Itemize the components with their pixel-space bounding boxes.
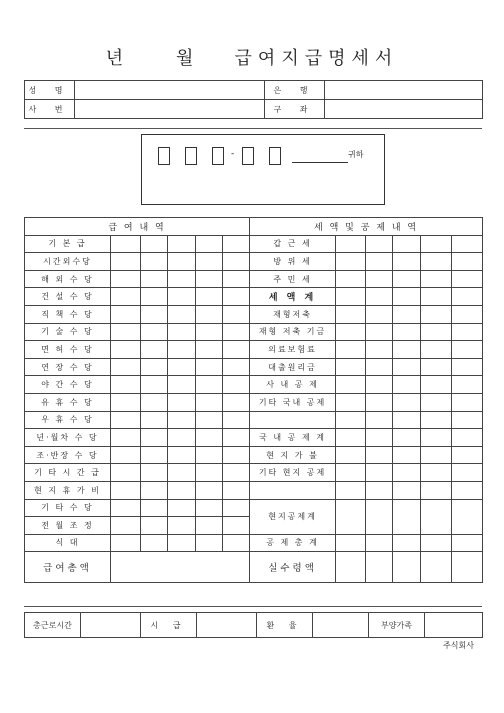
pay-amount-cell[interactable] <box>196 393 223 411</box>
pay-amount-cell[interactable] <box>141 517 168 535</box>
pay-item-label: 야 간 수 당 <box>25 376 111 394</box>
pay-amount-cell[interactable] <box>223 429 250 447</box>
deduction-amount-cell[interactable] <box>452 288 483 306</box>
pay-amount-cell[interactable] <box>111 341 141 359</box>
deduction-amount-cell[interactable] <box>421 376 452 394</box>
pay-amount-cell[interactable] <box>141 358 168 376</box>
pay-amount-cell[interactable] <box>111 429 141 447</box>
total-hours-value[interactable] <box>81 613 141 638</box>
pay-amount-cell[interactable] <box>111 305 141 323</box>
total-row <box>25 552 483 583</box>
deduction-amount-cell[interactable] <box>366 270 393 288</box>
table-row <box>25 323 483 341</box>
pay-amount-cell[interactable] <box>196 253 223 271</box>
pay-amount-cell[interactable] <box>168 393 196 411</box>
pay-item-label: 현 지 휴 가 비 <box>25 481 111 499</box>
deduction-amount-cell[interactable] <box>452 270 483 288</box>
deduction-amount-cell[interactable] <box>393 446 421 464</box>
pay-amount-cell[interactable] <box>168 376 196 394</box>
pay-amount-cell[interactable] <box>168 235 196 253</box>
deduction-amount-cell[interactable] <box>452 429 483 447</box>
honorific-suffix: 귀하 <box>348 150 364 159</box>
pay-amount-cell[interactable] <box>141 341 168 359</box>
deduction-amount-cell[interactable] <box>393 358 421 376</box>
pay-amount-cell[interactable] <box>223 270 250 288</box>
deduction-item-label: 대출원리금 <box>250 358 336 376</box>
deduction-amount-cell[interactable] <box>393 235 421 253</box>
deduction-amount-cell[interactable] <box>366 499 393 534</box>
deduction-amount-cell[interactable] <box>421 235 452 253</box>
deduction-amount-cell[interactable] <box>366 481 393 499</box>
deduction-amount-cell[interactable] <box>336 481 366 499</box>
pay-amount-cell[interactable] <box>223 411 250 429</box>
deduction-amount-cell[interactable] <box>421 358 452 376</box>
deduction-amount-cell[interactable] <box>421 270 452 288</box>
pay-amount-cell[interactable] <box>141 253 168 271</box>
table-row <box>25 253 483 271</box>
pay-amount-cell[interactable] <box>111 534 141 552</box>
pay-amount-cell[interactable] <box>141 235 168 253</box>
pay-amount-cell[interactable] <box>168 288 196 306</box>
deduction-amount-cell[interactable] <box>336 534 366 552</box>
pay-item-label: 건 설 수 당 <box>25 288 111 306</box>
pay-amount-cell[interactable] <box>141 323 168 341</box>
deduction-amount-cell[interactable] <box>421 481 452 499</box>
pay-amount-cell[interactable] <box>196 517 223 535</box>
pay-amount-cell[interactable] <box>141 376 168 394</box>
dash-separator: - <box>231 149 235 159</box>
deduction-amount-cell[interactable] <box>336 341 366 359</box>
net-pay-cell[interactable] <box>452 552 483 583</box>
deduction-amount-cell[interactable] <box>336 446 366 464</box>
pay-amount-cell[interactable] <box>196 288 223 306</box>
deduction-amount-cell[interactable] <box>336 376 366 394</box>
employee-number-label: 사 번 <box>25 100 75 119</box>
pay-amount-cell[interactable] <box>141 534 168 552</box>
deduction-amount-cell[interactable] <box>452 446 483 464</box>
pay-amount-cell[interactable] <box>141 305 168 323</box>
pay-amount-cell[interactable] <box>223 288 250 306</box>
deduction-item-label <box>250 481 336 499</box>
pay-amount-cell[interactable] <box>111 288 141 306</box>
bank-value[interactable] <box>325 81 483 100</box>
deduction-amount-cell[interactable] <box>336 253 366 271</box>
table-row <box>25 481 483 499</box>
deduction-amount-cell[interactable] <box>421 393 452 411</box>
pay-amount-cell[interactable] <box>168 534 196 552</box>
deduction-item-label: 주 민 세 <box>250 270 336 288</box>
deduction-amount-cell[interactable] <box>366 429 393 447</box>
deduction-amount-cell[interactable] <box>336 270 366 288</box>
pay-amount-cell[interactable] <box>111 464 141 482</box>
pay-item-label: 해 외 수 당 <box>25 270 111 288</box>
pay-amount-cell[interactable] <box>168 270 196 288</box>
table-row <box>25 429 483 447</box>
pay-amount-cell[interactable] <box>168 341 196 359</box>
table-row <box>25 288 483 306</box>
deduction-amount-cell[interactable] <box>421 446 452 464</box>
deduction-amount-cell[interactable] <box>452 499 483 534</box>
hourly-wage-value[interactable] <box>197 613 257 638</box>
deduction-amount-cell[interactable] <box>393 411 421 429</box>
net-pay-cell[interactable] <box>421 552 452 583</box>
pay-amount-cell[interactable] <box>196 429 223 447</box>
table-row <box>25 411 483 429</box>
pay-amount-cell[interactable] <box>223 376 250 394</box>
pay-amount-cell[interactable] <box>223 499 250 517</box>
document-title: 년 월 급여지급명세서 <box>105 48 399 69</box>
name-value[interactable] <box>75 81 265 100</box>
deduction-amount-cell[interactable] <box>366 323 393 341</box>
pay-amount-cell[interactable] <box>111 517 141 535</box>
deduction-amount-cell[interactable] <box>366 411 393 429</box>
pay-amount-cell[interactable] <box>168 429 196 447</box>
pay-amount-cell[interactable] <box>196 499 223 517</box>
deduction-item-label: 방 위 세 <box>250 253 336 271</box>
deduction-amount-cell[interactable] <box>393 429 421 447</box>
table-row <box>25 305 483 323</box>
deduction-item-label: 공 제 총 계 <box>250 534 336 552</box>
deduction-amount-cell[interactable] <box>336 429 366 447</box>
deduction-amount-cell[interactable] <box>366 446 393 464</box>
deduction-amount-cell[interactable] <box>452 464 483 482</box>
deduction-amount-cell[interactable] <box>393 305 421 323</box>
deduction-item-label: 현지공제계 <box>250 499 336 534</box>
pay-item-label: 면 허 수 당 <box>25 341 111 359</box>
pay-amount-cell[interactable] <box>168 411 196 429</box>
deduction-amount-cell[interactable] <box>421 499 452 534</box>
total-hours-label: 총근로시간 <box>25 613 81 638</box>
pay-amount-cell[interactable] <box>196 305 223 323</box>
deduction-amount-cell[interactable] <box>421 323 452 341</box>
pay-amount-cell[interactable] <box>168 517 196 535</box>
company-name: 주식회사 <box>443 641 474 650</box>
pay-amount-cell[interactable] <box>196 464 223 482</box>
deduction-amount-cell[interactable] <box>393 464 421 482</box>
table-row <box>25 393 483 411</box>
pay-item-label: 전 월 조 정 <box>25 517 111 535</box>
exchange-rate-value[interactable] <box>313 613 369 638</box>
deduction-amount-cell[interactable] <box>421 253 452 271</box>
pay-item-label: 시간외수당 <box>25 253 111 271</box>
pay-amount-cell[interactable] <box>223 517 250 535</box>
pay-amount-cell[interactable] <box>196 481 223 499</box>
pay-amount-cell[interactable] <box>196 341 223 359</box>
deduction-item-label: 현 지 가 불 <box>250 446 336 464</box>
pay-amount-cell[interactable] <box>223 393 250 411</box>
total-pay-label: 급여총액 <box>25 552 111 583</box>
deduction-amount-cell[interactable] <box>336 358 366 376</box>
deduction-amount-cell[interactable] <box>421 305 452 323</box>
table-row <box>25 376 483 394</box>
pay-amount-cell[interactable] <box>196 358 223 376</box>
account-label: 구 좌 <box>265 100 325 119</box>
pay-item-label: 기 타 시 간 급 <box>25 464 111 482</box>
table-row <box>25 534 483 552</box>
pay-details-header: 급 여 내 역 <box>25 218 250 236</box>
pay-item-label: 기 술 수 당 <box>25 323 111 341</box>
pay-amount-cell[interactable] <box>168 464 196 482</box>
pay-amount-cell[interactable] <box>223 323 250 341</box>
account-value[interactable] <box>325 100 483 119</box>
deduction-amount-cell[interactable] <box>366 235 393 253</box>
pay-item-label: 기 타 수 당 <box>25 499 111 517</box>
pay-amount-cell[interactable] <box>223 235 250 253</box>
deduction-amount-cell[interactable] <box>393 323 421 341</box>
deduction-amount-cell[interactable] <box>393 288 421 306</box>
pay-amount-cell[interactable] <box>111 499 141 517</box>
table-row <box>25 341 483 359</box>
deduction-item-label: 기타 현지 공제 <box>250 464 336 482</box>
pay-amount-cell[interactable] <box>111 358 141 376</box>
pay-item-label: 조·반장 수 당 <box>25 446 111 464</box>
pay-amount-cell[interactable] <box>196 270 223 288</box>
deduction-item-label <box>250 411 336 429</box>
hourly-wage-label: 시 급 <box>141 613 197 638</box>
deduction-amount-cell[interactable] <box>421 288 452 306</box>
pay-amount-cell[interactable] <box>223 446 250 464</box>
deduction-item-label: 갑 근 세 <box>250 235 336 253</box>
deduction-amount-cell[interactable] <box>393 253 421 271</box>
pay-item-label: 년·월차 수 당 <box>25 429 111 447</box>
pay-amount-cell[interactable] <box>223 464 250 482</box>
pay-amount-cell[interactable] <box>111 446 141 464</box>
pay-amount-cell[interactable] <box>196 534 223 552</box>
pay-amount-cell[interactable] <box>168 305 196 323</box>
pay-amount-cell[interactable] <box>168 358 196 376</box>
table-row <box>25 499 483 517</box>
deduction-item-label: 사 내 공 제 <box>250 376 336 394</box>
pay-amount-cell[interactable] <box>168 253 196 271</box>
total-pay-value[interactable] <box>111 552 250 583</box>
name-label: 성 명 <box>25 81 75 100</box>
net-pay-cell[interactable] <box>336 552 366 583</box>
pay-amount-cell[interactable] <box>196 235 223 253</box>
pay-amount-cell[interactable] <box>223 481 250 499</box>
pay-item-label: 직 책 수 당 <box>25 305 111 323</box>
digit-box[interactable] <box>242 147 254 165</box>
pay-amount-cell[interactable] <box>196 376 223 394</box>
pay-amount-cell[interactable] <box>141 446 168 464</box>
divider <box>24 128 482 129</box>
deduction-amount-cell[interactable] <box>421 464 452 482</box>
deduction-amount-cell[interactable] <box>336 305 366 323</box>
deduction-amount-cell[interactable] <box>452 376 483 394</box>
deduction-amount-cell[interactable] <box>336 288 366 306</box>
pay-item-label: 유 휴 수 당 <box>25 393 111 411</box>
deduction-item-label: 재형 저축 기금 <box>250 323 336 341</box>
deduction-amount-cell[interactable] <box>393 393 421 411</box>
deduction-amount-cell[interactable] <box>366 464 393 482</box>
deduction-amount-cell[interactable] <box>452 323 483 341</box>
deduction-amount-cell[interactable] <box>452 235 483 253</box>
deduction-amount-cell[interactable] <box>336 235 366 253</box>
pay-amount-cell[interactable] <box>111 270 141 288</box>
pay-amount-cell[interactable] <box>168 481 196 499</box>
deduction-amount-cell[interactable] <box>366 288 393 306</box>
summary-table <box>24 612 483 638</box>
deduction-amount-cell[interactable] <box>366 534 393 552</box>
pay-amount-cell[interactable] <box>223 253 250 271</box>
deduction-amount-cell[interactable] <box>393 534 421 552</box>
deduction-amount-cell[interactable] <box>393 481 421 499</box>
employee-number-value[interactable] <box>75 100 265 119</box>
exchange-rate-label: 환 율 <box>257 613 313 638</box>
payroll-table <box>24 217 483 583</box>
pay-item-label: 우 휴 수 당 <box>25 411 111 429</box>
pay-amount-cell[interactable] <box>141 499 168 517</box>
deduction-amount-cell[interactable] <box>366 393 393 411</box>
deduction-amount-cell[interactable] <box>393 499 421 534</box>
recipient-box <box>141 134 385 205</box>
pay-amount-cell[interactable] <box>111 253 141 271</box>
deduction-amount-cell[interactable] <box>366 305 393 323</box>
deduction-amount-cell[interactable] <box>366 376 393 394</box>
pay-amount-cell[interactable] <box>223 305 250 323</box>
pay-amount-cell[interactable] <box>111 393 141 411</box>
table-row <box>25 235 483 253</box>
pay-amount-cell[interactable] <box>141 411 168 429</box>
deduction-amount-cell[interactable] <box>452 253 483 271</box>
pay-item-label: 연 장 수 당 <box>25 358 111 376</box>
digit-box[interactable] <box>269 147 281 165</box>
deduction-amount-cell[interactable] <box>452 393 483 411</box>
pay-item-label: 식 대 <box>25 534 111 552</box>
pay-amount-cell[interactable] <box>223 341 250 359</box>
deduction-amount-cell[interactable] <box>452 305 483 323</box>
deduction-amount-cell[interactable] <box>393 341 421 359</box>
deduction-item-label: 세 액 계 <box>250 288 336 306</box>
deduction-amount-cell[interactable] <box>421 411 452 429</box>
pay-amount-cell[interactable] <box>141 464 168 482</box>
deduction-amount-cell[interactable] <box>452 358 483 376</box>
deduction-amount-cell[interactable] <box>366 341 393 359</box>
dependents-label: 부양가족 <box>369 613 425 638</box>
net-pay-cell[interactable] <box>393 552 421 583</box>
pay-amount-cell[interactable] <box>223 534 250 552</box>
pay-amount-cell[interactable] <box>223 358 250 376</box>
deduction-item-label: 국 내 공 제 계 <box>250 429 336 447</box>
pay-amount-cell[interactable] <box>111 323 141 341</box>
employee-info-table <box>24 80 483 119</box>
pay-amount-cell[interactable] <box>141 393 168 411</box>
deduction-amount-cell[interactable] <box>421 429 452 447</box>
deduction-amount-cell[interactable] <box>336 323 366 341</box>
deduction-item-label: 의료보험료 <box>250 341 336 359</box>
pay-item-label: 기 본 급 <box>25 235 111 253</box>
pay-amount-cell[interactable] <box>168 323 196 341</box>
dependents-value[interactable] <box>425 613 483 638</box>
deduction-amount-cell[interactable] <box>452 341 483 359</box>
deduction-item-label: 재형저축 <box>250 305 336 323</box>
deduction-amount-cell[interactable] <box>421 534 452 552</box>
deduction-details-header: 세 액 및 공 제 내 역 <box>250 218 483 236</box>
net-pay-label: 실수령액 <box>250 552 336 583</box>
digit-box[interactable] <box>212 147 224 165</box>
deduction-amount-cell[interactable] <box>336 393 366 411</box>
table-row <box>25 270 483 288</box>
deduction-amount-cell[interactable] <box>452 411 483 429</box>
deduction-amount-cell[interactable] <box>393 376 421 394</box>
divider <box>24 606 482 607</box>
table-row <box>25 358 483 376</box>
pay-amount-cell[interactable] <box>141 481 168 499</box>
deduction-amount-cell[interactable] <box>336 499 366 534</box>
recipient-name-line[interactable] <box>292 162 348 163</box>
bank-label: 은 행 <box>265 81 325 100</box>
digit-box[interactable] <box>158 147 170 165</box>
deduction-amount-cell[interactable] <box>366 358 393 376</box>
pay-amount-cell[interactable] <box>141 270 168 288</box>
pay-amount-cell[interactable] <box>111 376 141 394</box>
deduction-amount-cell[interactable] <box>393 270 421 288</box>
pay-amount-cell[interactable] <box>141 288 168 306</box>
table-row <box>25 446 483 464</box>
deduction-amount-cell[interactable] <box>336 464 366 482</box>
deduction-amount-cell[interactable] <box>452 534 483 552</box>
deduction-amount-cell[interactable] <box>421 341 452 359</box>
pay-amount-cell[interactable] <box>111 411 141 429</box>
pay-amount-cell[interactable] <box>196 446 223 464</box>
pay-amount-cell[interactable] <box>168 499 196 517</box>
pay-amount-cell[interactable] <box>141 429 168 447</box>
deduction-item-label: 기타 국내 공제 <box>250 393 336 411</box>
pay-amount-cell[interactable] <box>111 235 141 253</box>
deduction-amount-cell[interactable] <box>336 411 366 429</box>
table-row <box>25 464 483 482</box>
digit-box[interactable] <box>185 147 197 165</box>
pay-amount-cell[interactable] <box>111 481 141 499</box>
pay-amount-cell[interactable] <box>196 323 223 341</box>
net-pay-cell[interactable] <box>366 552 393 583</box>
pay-amount-cell[interactable] <box>168 446 196 464</box>
deduction-amount-cell[interactable] <box>452 481 483 499</box>
deduction-amount-cell[interactable] <box>366 253 393 271</box>
pay-amount-cell[interactable] <box>196 411 223 429</box>
